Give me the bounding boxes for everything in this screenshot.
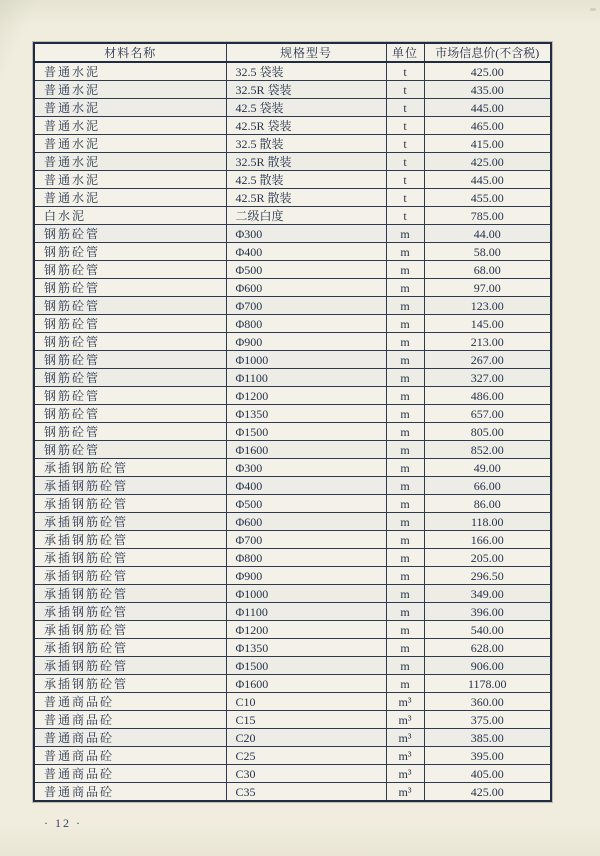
price-cell: 540.00 <box>424 621 551 639</box>
spec-cell: Φ300 <box>226 225 386 243</box>
material-cell: 普通商品砼 <box>34 711 226 729</box>
spec-cell: Φ1500 <box>226 657 386 675</box>
spec-cell: Φ1200 <box>226 621 386 639</box>
unit-cell: m <box>386 459 424 477</box>
material-cell: 钢筋砼管 <box>34 279 226 297</box>
price-cell: 349.00 <box>424 585 551 603</box>
table-row <box>34 639 551 657</box>
price-cell: 657.00 <box>424 405 551 423</box>
spec-cell: Φ1100 <box>226 603 386 621</box>
table-row <box>34 117 551 135</box>
column-header-material: 材料名称 <box>34 43 226 62</box>
price-cell: 123.00 <box>424 297 551 315</box>
material-cell: 承插钢筋砼管 <box>34 459 226 477</box>
material-cell: 钢筋砼管 <box>34 351 226 369</box>
price-cell: 396.00 <box>424 603 551 621</box>
unit-cell: m <box>386 513 424 531</box>
unit-cell: m <box>386 567 424 585</box>
price-cell: 455.00 <box>424 189 551 207</box>
price-cell: 906.00 <box>424 657 551 675</box>
price-cell: 97.00 <box>424 279 551 297</box>
column-header-unit: 单位 <box>386 43 424 62</box>
spec-cell: C20 <box>226 729 386 747</box>
table-row <box>34 477 551 495</box>
table-row <box>34 747 551 765</box>
table-row <box>34 783 551 802</box>
unit-cell: t <box>386 189 424 207</box>
table-row <box>34 279 551 297</box>
unit-cell: t <box>386 153 424 171</box>
unit-cell: m³ <box>386 783 424 802</box>
spec-cell: 32.5 袋装 <box>226 62 386 81</box>
table-row <box>34 351 551 369</box>
unit-cell: m <box>386 279 424 297</box>
table-row <box>34 62 551 81</box>
unit-cell: t <box>386 135 424 153</box>
unit-cell: m³ <box>386 693 424 711</box>
material-cell: 承插钢筋砼管 <box>34 603 226 621</box>
table-row <box>34 171 551 189</box>
spec-cell: Φ1000 <box>226 585 386 603</box>
unit-cell: m <box>386 225 424 243</box>
price-cell: 327.00 <box>424 369 551 387</box>
table-row <box>34 81 551 99</box>
table-row <box>34 621 551 639</box>
price-cell: 785.00 <box>424 207 551 225</box>
material-cell: 普通商品砼 <box>34 729 226 747</box>
table-row <box>34 495 551 513</box>
spec-cell: Φ900 <box>226 567 386 585</box>
unit-cell: t <box>386 207 424 225</box>
unit-cell: t <box>386 117 424 135</box>
page-number: · 12 · <box>44 816 82 830</box>
material-cell: 钢筋砼管 <box>34 243 226 261</box>
table-row <box>34 711 551 729</box>
unit-cell: m <box>386 549 424 567</box>
table-row <box>34 315 551 333</box>
table-row <box>34 387 551 405</box>
price-cell: 1178.00 <box>424 675 551 693</box>
material-cell: 普通商品砼 <box>34 765 226 783</box>
material-cell: 承插钢筋砼管 <box>34 657 226 675</box>
spec-cell: 32.5 散装 <box>226 135 386 153</box>
material-cell: 承插钢筋砼管 <box>34 639 226 657</box>
material-cell: 承插钢筋砼管 <box>34 549 226 567</box>
spec-cell: Φ600 <box>226 513 386 531</box>
price-cell: 852.00 <box>424 441 551 459</box>
material-price-table <box>33 42 552 802</box>
spec-cell: 二级白度 <box>226 207 386 225</box>
table-row <box>34 135 551 153</box>
unit-cell: m³ <box>386 747 424 765</box>
spec-cell: Φ1500 <box>226 423 386 441</box>
spec-cell: 42.5R 袋装 <box>226 117 386 135</box>
unit-cell: m³ <box>386 765 424 783</box>
unit-cell: t <box>386 81 424 99</box>
unit-cell: t <box>386 62 424 81</box>
price-cell: 395.00 <box>424 747 551 765</box>
spec-cell: Φ1600 <box>226 675 386 693</box>
material-cell: 白水泥 <box>34 207 226 225</box>
table-body <box>34 62 551 801</box>
table-row <box>34 603 551 621</box>
price-cell: 205.00 <box>424 549 551 567</box>
material-cell: 承插钢筋砼管 <box>34 513 226 531</box>
table-row <box>34 207 551 225</box>
price-cell: 465.00 <box>424 117 551 135</box>
price-cell: 68.00 <box>424 261 551 279</box>
material-cell: 钢筋砼管 <box>34 225 226 243</box>
table-row <box>34 333 551 351</box>
price-cell: 296.50 <box>424 567 551 585</box>
price-cell: 425.00 <box>424 783 551 802</box>
spec-cell: Φ400 <box>226 477 386 495</box>
table-row <box>34 567 551 585</box>
unit-cell: m <box>386 495 424 513</box>
material-cell: 承插钢筋砼管 <box>34 531 226 549</box>
price-cell: 415.00 <box>424 135 551 153</box>
material-cell: 承插钢筋砼管 <box>34 621 226 639</box>
material-cell: 普通水泥 <box>34 117 226 135</box>
material-cell: 钢筋砼管 <box>34 405 226 423</box>
unit-cell: t <box>386 171 424 189</box>
spec-cell: Φ500 <box>226 495 386 513</box>
unit-cell: t <box>386 99 424 117</box>
price-cell: 405.00 <box>424 765 551 783</box>
price-cell: 58.00 <box>424 243 551 261</box>
table-row <box>34 369 551 387</box>
spec-cell: 42.5R 散装 <box>226 189 386 207</box>
spec-cell: Φ1100 <box>226 369 386 387</box>
price-cell: 445.00 <box>424 171 551 189</box>
spec-cell: 42.5 袋装 <box>226 99 386 117</box>
price-cell: 628.00 <box>424 639 551 657</box>
unit-cell: m <box>386 603 424 621</box>
material-cell: 普通水泥 <box>34 81 226 99</box>
spec-cell: C35 <box>226 783 386 802</box>
table-header-row <box>34 43 551 62</box>
table-row <box>34 459 551 477</box>
spec-cell: Φ500 <box>226 261 386 279</box>
price-cell: 360.00 <box>424 693 551 711</box>
unit-cell: m <box>386 423 424 441</box>
spec-cell: Φ1600 <box>226 441 386 459</box>
price-cell: 66.00 <box>424 477 551 495</box>
table-row <box>34 657 551 675</box>
price-cell: 118.00 <box>424 513 551 531</box>
unit-cell: m³ <box>386 711 424 729</box>
material-cell: 承插钢筋砼管 <box>34 585 226 603</box>
table-row <box>34 225 551 243</box>
material-cell: 普通水泥 <box>34 62 226 81</box>
table-row <box>34 99 551 117</box>
unit-cell: m <box>386 333 424 351</box>
unit-cell: m <box>386 441 424 459</box>
table-row <box>34 513 551 531</box>
spec-cell: Φ1200 <box>226 387 386 405</box>
spec-cell: C30 <box>226 765 386 783</box>
material-cell: 承插钢筋砼管 <box>34 477 226 495</box>
spec-cell: Φ1350 <box>226 405 386 423</box>
material-cell: 普通水泥 <box>34 99 226 117</box>
spec-cell: Φ700 <box>226 297 386 315</box>
material-cell: 钢筋砼管 <box>34 369 226 387</box>
unit-cell: m <box>386 351 424 369</box>
price-cell: 805.00 <box>424 423 551 441</box>
unit-cell: m³ <box>386 729 424 747</box>
table-row <box>34 297 551 315</box>
price-cell: 166.00 <box>424 531 551 549</box>
spec-cell: Φ1000 <box>226 351 386 369</box>
unit-cell: m <box>386 387 424 405</box>
material-cell: 普通商品砼 <box>34 783 226 802</box>
spec-cell: C10 <box>226 693 386 711</box>
unit-cell: m <box>386 675 424 693</box>
spec-cell: Φ1350 <box>226 639 386 657</box>
table-row <box>34 261 551 279</box>
material-cell: 钢筋砼管 <box>34 297 226 315</box>
spec-cell: 42.5 散装 <box>226 171 386 189</box>
unit-cell: m <box>386 585 424 603</box>
material-cell: 钢筋砼管 <box>34 441 226 459</box>
material-cell: 承插钢筋砼管 <box>34 675 226 693</box>
spec-cell: Φ300 <box>226 459 386 477</box>
table-row <box>34 405 551 423</box>
table-row <box>34 441 551 459</box>
unit-cell: m <box>386 315 424 333</box>
material-cell: 钢筋砼管 <box>34 423 226 441</box>
unit-cell: m <box>386 477 424 495</box>
unit-cell: m <box>386 243 424 261</box>
material-cell: 钢筋砼管 <box>34 333 226 351</box>
unit-cell: m <box>386 297 424 315</box>
spec-cell: Φ900 <box>226 333 386 351</box>
unit-cell: m <box>386 369 424 387</box>
price-cell: 445.00 <box>424 99 551 117</box>
material-cell: 钢筋砼管 <box>34 315 226 333</box>
unit-cell: m <box>386 657 424 675</box>
table-row <box>34 693 551 711</box>
material-cell: 钢筋砼管 <box>34 261 226 279</box>
table-row <box>34 189 551 207</box>
unit-cell: m <box>386 405 424 423</box>
spec-cell: 32.5R 散装 <box>226 153 386 171</box>
unit-cell: m <box>386 261 424 279</box>
price-cell: 267.00 <box>424 351 551 369</box>
spec-cell: C25 <box>226 747 386 765</box>
table-row <box>34 765 551 783</box>
spec-cell: 32.5R 袋装 <box>226 81 386 99</box>
table-row <box>34 729 551 747</box>
unit-cell: m <box>386 621 424 639</box>
material-cell: 普通水泥 <box>34 171 226 189</box>
table-row <box>34 585 551 603</box>
price-cell: 145.00 <box>424 315 551 333</box>
price-cell: 375.00 <box>424 711 551 729</box>
material-cell: 承插钢筋砼管 <box>34 567 226 585</box>
column-header-spec: 规格型号 <box>226 43 386 62</box>
price-cell: 425.00 <box>424 153 551 171</box>
price-cell: 49.00 <box>424 459 551 477</box>
unit-cell: m <box>386 531 424 549</box>
column-header-price: 市场信息价(不含税) <box>424 43 551 62</box>
price-cell: 44.00 <box>424 225 551 243</box>
table-row <box>34 243 551 261</box>
material-cell: 承插钢筋砼管 <box>34 495 226 513</box>
scan-artifact-mark <box>590 8 596 11</box>
price-cell: 435.00 <box>424 81 551 99</box>
spec-cell: Φ800 <box>226 549 386 567</box>
price-cell: 486.00 <box>424 387 551 405</box>
table-row <box>34 531 551 549</box>
material-cell: 普通商品砼 <box>34 693 226 711</box>
spec-cell: Φ400 <box>226 243 386 261</box>
spec-cell: Φ700 <box>226 531 386 549</box>
table-row <box>34 549 551 567</box>
spec-cell: Φ600 <box>226 279 386 297</box>
table-row <box>34 153 551 171</box>
price-cell: 213.00 <box>424 333 551 351</box>
table-row <box>34 675 551 693</box>
unit-cell: m <box>386 639 424 657</box>
price-cell: 86.00 <box>424 495 551 513</box>
material-cell: 普通商品砼 <box>34 747 226 765</box>
price-cell: 385.00 <box>424 729 551 747</box>
material-cell: 普通水泥 <box>34 135 226 153</box>
spec-cell: Φ800 <box>226 315 386 333</box>
spec-cell: C15 <box>226 711 386 729</box>
material-cell: 普通水泥 <box>34 189 226 207</box>
material-cell: 普通水泥 <box>34 153 226 171</box>
material-cell: 钢筋砼管 <box>34 387 226 405</box>
price-cell: 425.00 <box>424 62 551 81</box>
table-row <box>34 423 551 441</box>
